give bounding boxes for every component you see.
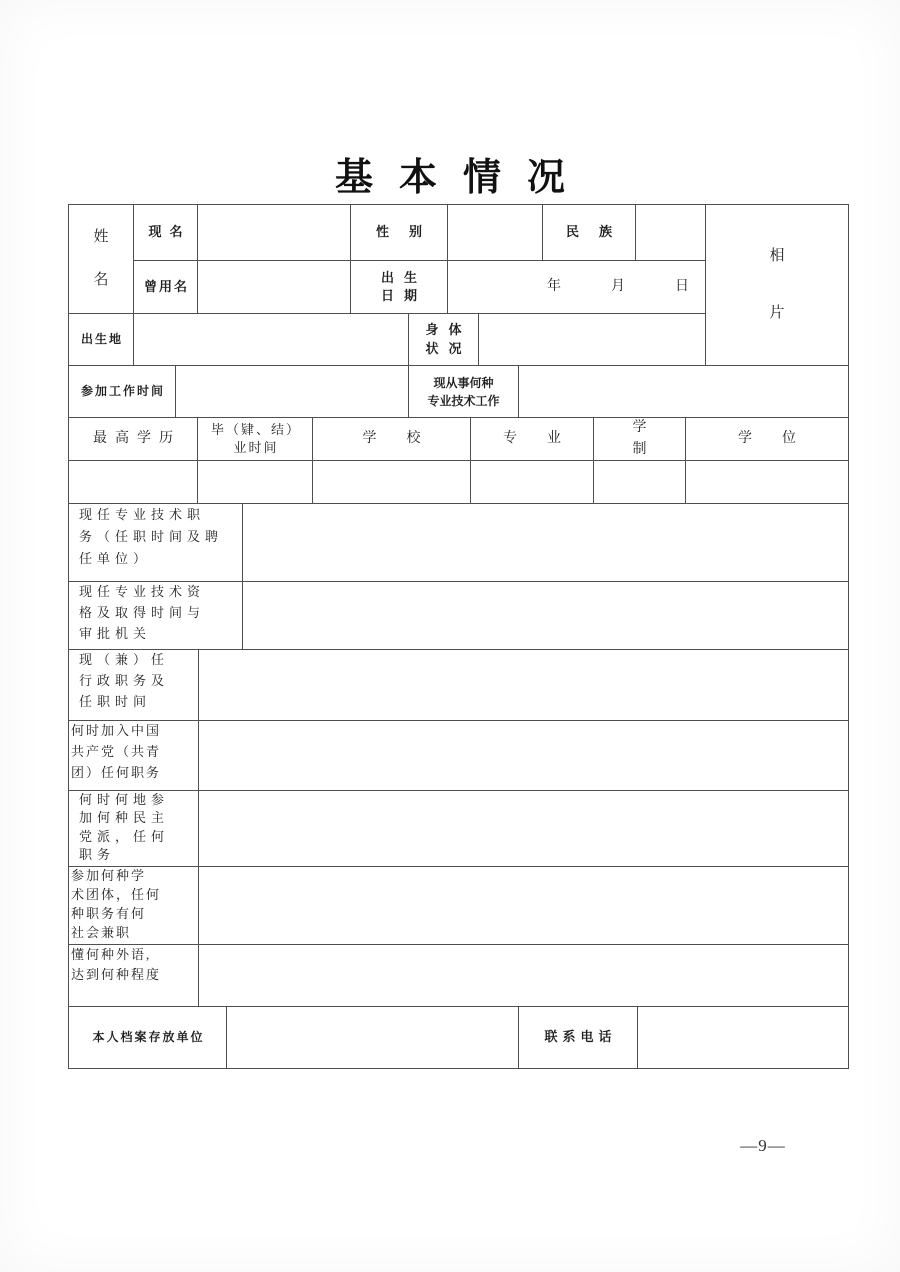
page-number: —9— <box>740 1136 786 1155</box>
gender-label: 性别 <box>351 205 448 261</box>
birthplace-field <box>134 314 409 366</box>
contact-phone-field <box>638 1007 849 1069</box>
tech-qualification-field <box>243 582 849 650</box>
academic-org-label: 参加何种学 术团体，任何 种职务有何 社会兼职 <box>69 867 199 945</box>
photo-cell: 相 片 <box>706 205 849 366</box>
current-name-label: 现名 <box>134 205 198 261</box>
name-label: 姓 名 <box>69 205 134 314</box>
work-start-field <box>176 366 409 418</box>
edu-highest-header: 最高学历 <box>69 418 198 461</box>
physical-condition-label: 身体 状况 <box>409 314 479 366</box>
tech-work-field <box>519 366 849 418</box>
admin-position-field <box>199 650 849 721</box>
archive-unit-label: 本人档案存放单位 <box>69 1007 227 1069</box>
edu-length-header: 学制 <box>594 418 686 461</box>
birthplace-label: 出生地 <box>69 314 134 366</box>
edu-school-field <box>313 461 471 504</box>
birthdate-field <box>448 261 706 314</box>
foreign-language-field <box>199 945 849 1007</box>
edu-degree-field <box>686 461 849 504</box>
edu-length-field <box>594 461 686 504</box>
archive-unit-field <box>227 1007 519 1069</box>
edu-highest-field <box>69 461 198 504</box>
edu-degree-header: 学位 <box>686 418 849 461</box>
work-start-label: 参加工作时间 <box>69 366 176 418</box>
year-unit-label: 年 <box>547 279 561 295</box>
month-unit-label: 月 <box>611 279 625 295</box>
democratic-party-field <box>199 791 849 867</box>
ethnicity-field <box>636 205 706 261</box>
form-table <box>68 204 849 1069</box>
physical-condition-field <box>479 314 706 366</box>
tech-position-field <box>243 504 849 582</box>
tech-qualification-label: 现任专业技术资 格及取得时间与 审批机关 <box>69 582 243 650</box>
party-label: 何时加入中国 共产党（共青 团）任何职务 <box>69 721 199 791</box>
party-field <box>199 721 849 791</box>
gender-field <box>448 205 543 261</box>
former-name-field <box>198 261 351 314</box>
edu-major-header: 专业 <box>471 418 594 461</box>
current-name-field <box>198 205 351 261</box>
day-unit-label: 日 <box>675 279 689 295</box>
edu-graduation-field <box>198 461 313 504</box>
former-name-label: 曾用名 <box>134 261 198 314</box>
admin-position-label: 现（兼）任 行政职务及 任职时间 <box>69 650 199 721</box>
ethnicity-label: 民族 <box>543 205 636 261</box>
birthdate-label: 出生 日期 <box>351 261 448 314</box>
contact-phone-label: 联系电话 <box>519 1007 638 1069</box>
edu-major-field <box>471 461 594 504</box>
academic-org-field <box>199 867 849 945</box>
page-title: 基本情况 <box>334 157 591 199</box>
foreign-language-label: 懂何种外语, 达到何种程度 <box>69 945 199 1007</box>
edu-graduation-header: 毕（肄、结） 业时间 <box>198 418 313 461</box>
tech-work-label: 现从事何种 专业技术工作 <box>409 366 519 418</box>
edu-school-header: 学校 <box>313 418 471 461</box>
democratic-party-label: 何时何地参 加何种民主 党派，任何 职务 <box>69 791 199 867</box>
tech-position-label: 现任专业技术职 务（任职时间及聘 任单位） <box>69 504 243 582</box>
